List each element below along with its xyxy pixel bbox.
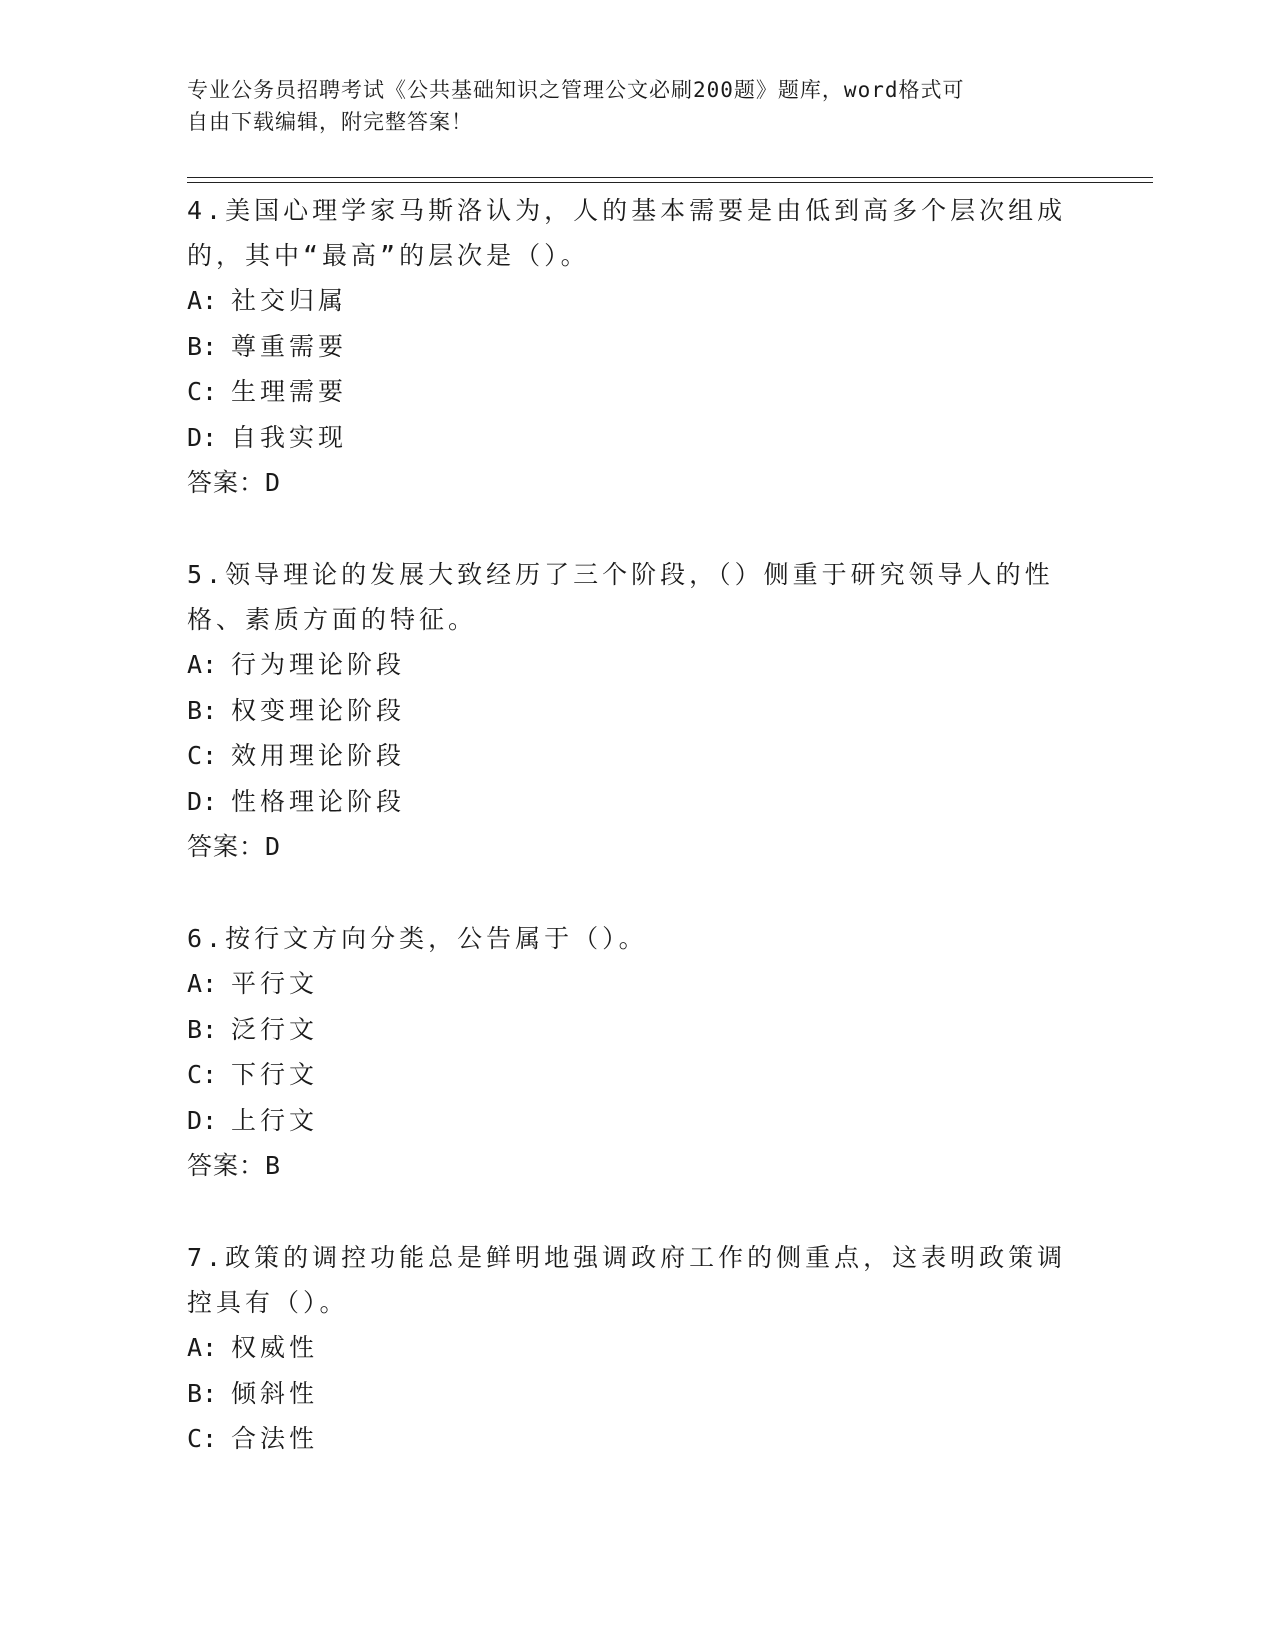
option-letter: B: bbox=[187, 331, 218, 361]
option-a bbox=[187, 961, 1087, 1007]
option-b bbox=[187, 1007, 1087, 1053]
question-list bbox=[187, 188, 1087, 1462]
option-text: 上行文 bbox=[231, 1105, 319, 1135]
option-text: 权变理论阶段 bbox=[231, 695, 406, 725]
answer-line: 答案：D bbox=[187, 832, 282, 861]
option-letter: D: bbox=[187, 1105, 218, 1135]
option-b bbox=[187, 1371, 1087, 1417]
option-letter: B: bbox=[187, 695, 218, 725]
option-letter: A: bbox=[187, 286, 218, 315]
question-stem-line: 的，其中“最高”的层次是（）。 bbox=[187, 241, 590, 270]
answer-line: 答案：D bbox=[187, 468, 282, 497]
question-spacer bbox=[187, 869, 1087, 916]
question-spacer bbox=[187, 505, 1087, 552]
option-text: 合法性 bbox=[231, 1424, 319, 1453]
question-spacer bbox=[187, 1188, 1087, 1235]
option-a bbox=[187, 1325, 1087, 1371]
option-letter: A: bbox=[187, 969, 218, 998]
option-text: 泛行文 bbox=[231, 1014, 319, 1044]
question-stem-line: 4.美国心理学家马斯洛认为，人的基本需要是由低到高多个层次组成 bbox=[187, 196, 1067, 225]
option-text: 效用理论阶段 bbox=[231, 741, 406, 770]
header-line-1: 专业公务员招聘考试《公共基础知识之管理公文必刷200题》题库，word格式可 bbox=[187, 78, 965, 102]
option-text: 平行文 bbox=[231, 969, 319, 998]
option-letter: C: bbox=[187, 1060, 218, 1089]
option-text: 下行文 bbox=[231, 1060, 319, 1089]
header-divider-top bbox=[187, 177, 1153, 178]
header-line-2: 自由下载编辑，附完整答案！ bbox=[187, 110, 473, 134]
option-c bbox=[187, 1052, 1087, 1098]
document-header bbox=[187, 74, 1067, 138]
option-a bbox=[187, 278, 1087, 324]
option-c bbox=[187, 733, 1087, 779]
option-text: 性格理论阶段 bbox=[231, 786, 406, 816]
option-text: 倾斜性 bbox=[231, 1378, 319, 1408]
option-b bbox=[187, 688, 1087, 734]
question-stem-line: 格、素质方面的特征。 bbox=[187, 605, 478, 634]
option-letter: C: bbox=[187, 741, 218, 770]
option-d bbox=[187, 779, 1087, 825]
option-letter: A: bbox=[187, 1333, 218, 1362]
option-letter: B: bbox=[187, 1378, 218, 1408]
option-letter: D: bbox=[187, 422, 218, 452]
option-letter: C: bbox=[187, 377, 218, 406]
option-text: 权威性 bbox=[231, 1333, 319, 1362]
option-letter: D: bbox=[187, 786, 218, 816]
question-item bbox=[187, 916, 1087, 1188]
question-stem-line: 6.按行文方向分类，公告属于（）。 bbox=[187, 924, 648, 953]
question-stem-line: 控具有（）。 bbox=[187, 1288, 349, 1317]
option-letter: C: bbox=[187, 1424, 218, 1453]
question-item bbox=[187, 188, 1087, 505]
option-c bbox=[187, 1416, 1087, 1462]
option-text: 生理需要 bbox=[231, 377, 348, 406]
option-letter: B: bbox=[187, 1014, 218, 1044]
question-item bbox=[187, 552, 1087, 869]
header-divider-bottom bbox=[187, 182, 1153, 183]
option-text: 尊重需要 bbox=[231, 331, 348, 361]
answer-line: 答案：B bbox=[187, 1151, 282, 1180]
option-text: 行为理论阶段 bbox=[231, 650, 406, 679]
option-b bbox=[187, 324, 1087, 370]
option-text: 自我实现 bbox=[231, 422, 348, 452]
question-stem-line: 7.政策的调控功能总是鲜明地强调政府工作的侧重点，这表明政策调 bbox=[187, 1243, 1067, 1272]
question-item bbox=[187, 1235, 1087, 1462]
option-text: 社交归属 bbox=[231, 286, 348, 315]
option-letter: A: bbox=[187, 650, 218, 679]
option-d bbox=[187, 415, 1087, 461]
option-c bbox=[187, 369, 1087, 415]
question-stem-line: 5.领导理论的发展大致经历了三个阶段，（）侧重于研究领导人的性 bbox=[187, 560, 1054, 589]
option-a bbox=[187, 642, 1087, 688]
option-d bbox=[187, 1098, 1087, 1144]
